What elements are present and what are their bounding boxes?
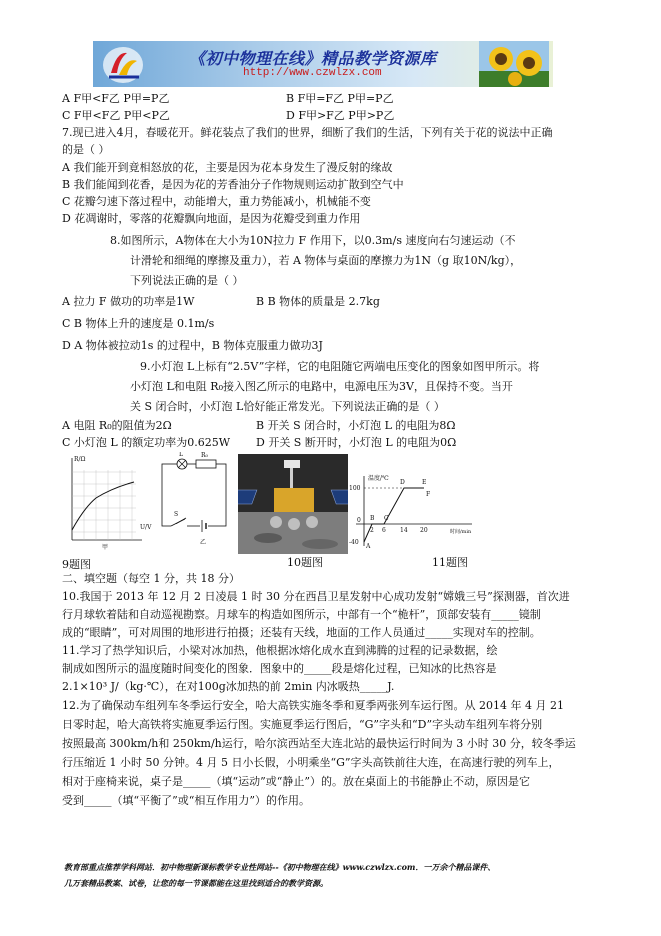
q10-line2: 行月球软着陆和自动巡视勘察。月球车的构造如图所示，中部有一个“桅杆”，顶部安装有_____镜制 (62, 608, 541, 621)
q6-option-a: A F甲<F乙 P甲=P乙 (62, 92, 170, 105)
q8-option-b: B B 物体的质量是 2.7kg (256, 295, 380, 308)
fig9-xlabel: U/V (140, 524, 152, 531)
fig9-resistance-curve (72, 482, 134, 530)
q9-stem-line1: 9.小灯泡 L上标有“2.5V”字样，它的电阻随它两端电压变化的图象如图甲所示。将 (140, 360, 540, 373)
fig9-label-l: L (179, 452, 183, 458)
q7-stem-line1: 7.现已进入4月，春暖花开。鲜花装点了我们的世界，细断了我们的生活，下列有关于花的说法中正确 (62, 126, 553, 139)
q8-option-a: A 拉力 F 做功的功率是1W (62, 295, 195, 308)
caption-figure-9: 9题图 (62, 558, 91, 571)
fig9-label-r0: R₀ (201, 452, 208, 459)
fig11-tick-6: 6 (382, 527, 386, 534)
q12-line3: 按照最高 300km/h和 250km/h运行，哈尔滨西站至大连北站的最快运行时间为 3 小时 30 分，较冬季运 (62, 737, 576, 750)
q8-stem-line1: 8.如图所示，A物体在大小为10N拉力 F 作用下，以0.3m/s 速度向右匀速运动（不 (110, 234, 516, 247)
fig9-resistor-r0 (196, 460, 216, 468)
fig9-grid (72, 470, 136, 540)
fig11-point-b: B (370, 515, 375, 522)
figure-10-rover-image (238, 454, 348, 554)
q9-stem-line3: 关 S 闭合时，小灯泡 L恰好能正常发光。下列说法正确的是（ ） (130, 400, 445, 413)
q7-stem-line2: 的是（ ） (62, 143, 110, 156)
fig9-label-yi: 乙 (200, 539, 207, 546)
q9-option-b: B 开关 S 闭合时，小灯泡 L 的电阻为8Ω (256, 419, 456, 432)
fig11-tick-0: 0 (357, 517, 361, 524)
banner-url[interactable]: http://www.czwlzx.com (243, 67, 382, 79)
q8-stem-line2: 计滑轮和细绳的摩擦及重力），若 A 物体与桌面的摩擦力为1N（g 取10N/kg）， (130, 254, 522, 267)
q12-line6: 受到_____（填“平衡了”或“相互作用力”）的作用。 (62, 794, 310, 807)
fig11-tick-14: 14 (400, 527, 408, 534)
figure-9 (60, 452, 238, 552)
q6-option-b: B F甲=F乙 P甲=P乙 (286, 92, 394, 105)
q8-stem-line3: 下列说法正确的是（ ） (130, 274, 244, 287)
fig9-label-s: S (174, 511, 179, 518)
fig9-ylabel: R/Ω (74, 456, 86, 463)
q12-line1: 12.为了确保动车组列车冬季运行安全，哈大高铁实施冬季和夏季两张列车运行图。从 2014 年 4 月 21 (62, 699, 564, 712)
footer-line2: 几万套精品教案、试卷，让您的每一节课都能在这里找到适合的教学资源。 (64, 878, 328, 888)
q12-line5: 相对于座椅来说，桌子是_____（填“运动”或“静止”）的。放在桌面上的书能静止不动，原因是它 (62, 775, 530, 788)
q11-line2: 制成如图所示的温度随时间变化的图象．图象中的_____段是熔化过程，已知冰的比热容是 (62, 662, 497, 675)
q9-option-c: C 小灯泡 L 的额定功率为0.625W (62, 436, 231, 449)
fig9-circuit-wire (162, 464, 226, 526)
fig11-tick-20: 20 (420, 527, 428, 534)
site-logo-icon (101, 43, 145, 85)
banner-title: 《初中物理在线》精品教学资源库 (189, 49, 437, 68)
q11-line1: 11.学习了热学知识后，小梁对冰加热，他根据冰熔化成水直到沸腾的过程的记录数据，绘 (62, 644, 498, 657)
fig11-point-f: F (426, 491, 431, 498)
sunflower-image (479, 41, 549, 87)
q12-line4: 行压缩近 1 小时 50 分钟。4 月 5 日小长假，小明乘坐“G”字头高铁前往大连，在高速行驶的列车上， (62, 756, 560, 769)
q10-line1: 10.我国于 2013 年 12 月 2 日凌晨 1 时 30 分在西昌卫星发射中心成功发射“嫦娥三号”探测器，首次进 (62, 590, 570, 603)
fig11-tick-minus40: -40 (349, 539, 359, 546)
fig9-label-jia: 甲 (102, 544, 109, 551)
q7-option-a: A 我们能开到竟相怒放的花，主要是因为花本身发生了漫反射的缘故 (62, 161, 393, 174)
q9-stem-line2: 小灯泡 L和电阻 R₀接入图乙所示的电路中，电源电压为3V，且保持不变。当开 (130, 380, 513, 393)
caption-figure-11: 11题图 (432, 556, 468, 569)
fig11-point-a: A (366, 543, 371, 550)
fig11-point-c: C (384, 515, 389, 522)
q11-line3: 2.1×10³ J/（kg·℃），在对100g冰加热的前 2min 内冰吸热_____J. (62, 680, 395, 693)
caption-figure-10: 10题图 (287, 556, 323, 569)
fig11-point-d: D (400, 479, 405, 486)
fig11-tick-2: 2 (370, 527, 374, 534)
q9-option-d: D 开关 S 断开时，小灯泡 L 的电阻为0Ω (256, 436, 457, 449)
q7-option-c: C 花瓣匀速下落过程中，动能增大，重力势能减小，机械能不变 (62, 195, 371, 208)
q6-option-d: D F甲>F乙 P甲>P乙 (286, 109, 395, 122)
fig11-ylabel: 温度/℃ (368, 475, 389, 482)
section-2-heading: 二、填空题（每空 1 分，共 18 分） (62, 572, 240, 585)
fig11-tick-100: 100 (349, 485, 361, 492)
figure-11-temperature-chart (346, 472, 476, 554)
q7-option-b: B 我们能闻到花香，是因为花的芳香油分子作物规则运动扩散到空气中 (62, 178, 404, 191)
q10-line3: 成的“眼睛”，可对周围的地形进行拍摄；还装有天线，地面的工作人员通过_____实现对车的控制。 (62, 626, 541, 639)
fig11-xlabel: 时间/min (450, 529, 472, 535)
footer-line1: 教育部重点推荐学科网站．初中物理新课标教学专业性网站--《初中物理在线》www.czwlzx.com．一万余个精品课件、 (64, 862, 496, 872)
q12-line2: 日零时起，哈大高铁将实施夏季运行图。实施夏季运行图后，“G”字头和“D”字头动车组列车将分别 (62, 718, 543, 731)
q8-option-c: C B 物体上升的速度是 0.1m/s (62, 317, 215, 330)
q7-option-d: D 花凋谢时，零落的花瓣飘向地面，是因为花瓣受到重力作用 (62, 212, 361, 225)
q9-option-a: A 电阻 R₀的阻值为2Ω (62, 419, 172, 432)
fig11-point-e: E (422, 479, 427, 486)
q6-option-c: C F甲<F乙 P甲<P乙 (62, 109, 170, 122)
q8-option-d: D A 物体被拉动1s 的过程中，B 物体克服重力做功3J (62, 339, 323, 352)
header-banner (93, 41, 553, 87)
